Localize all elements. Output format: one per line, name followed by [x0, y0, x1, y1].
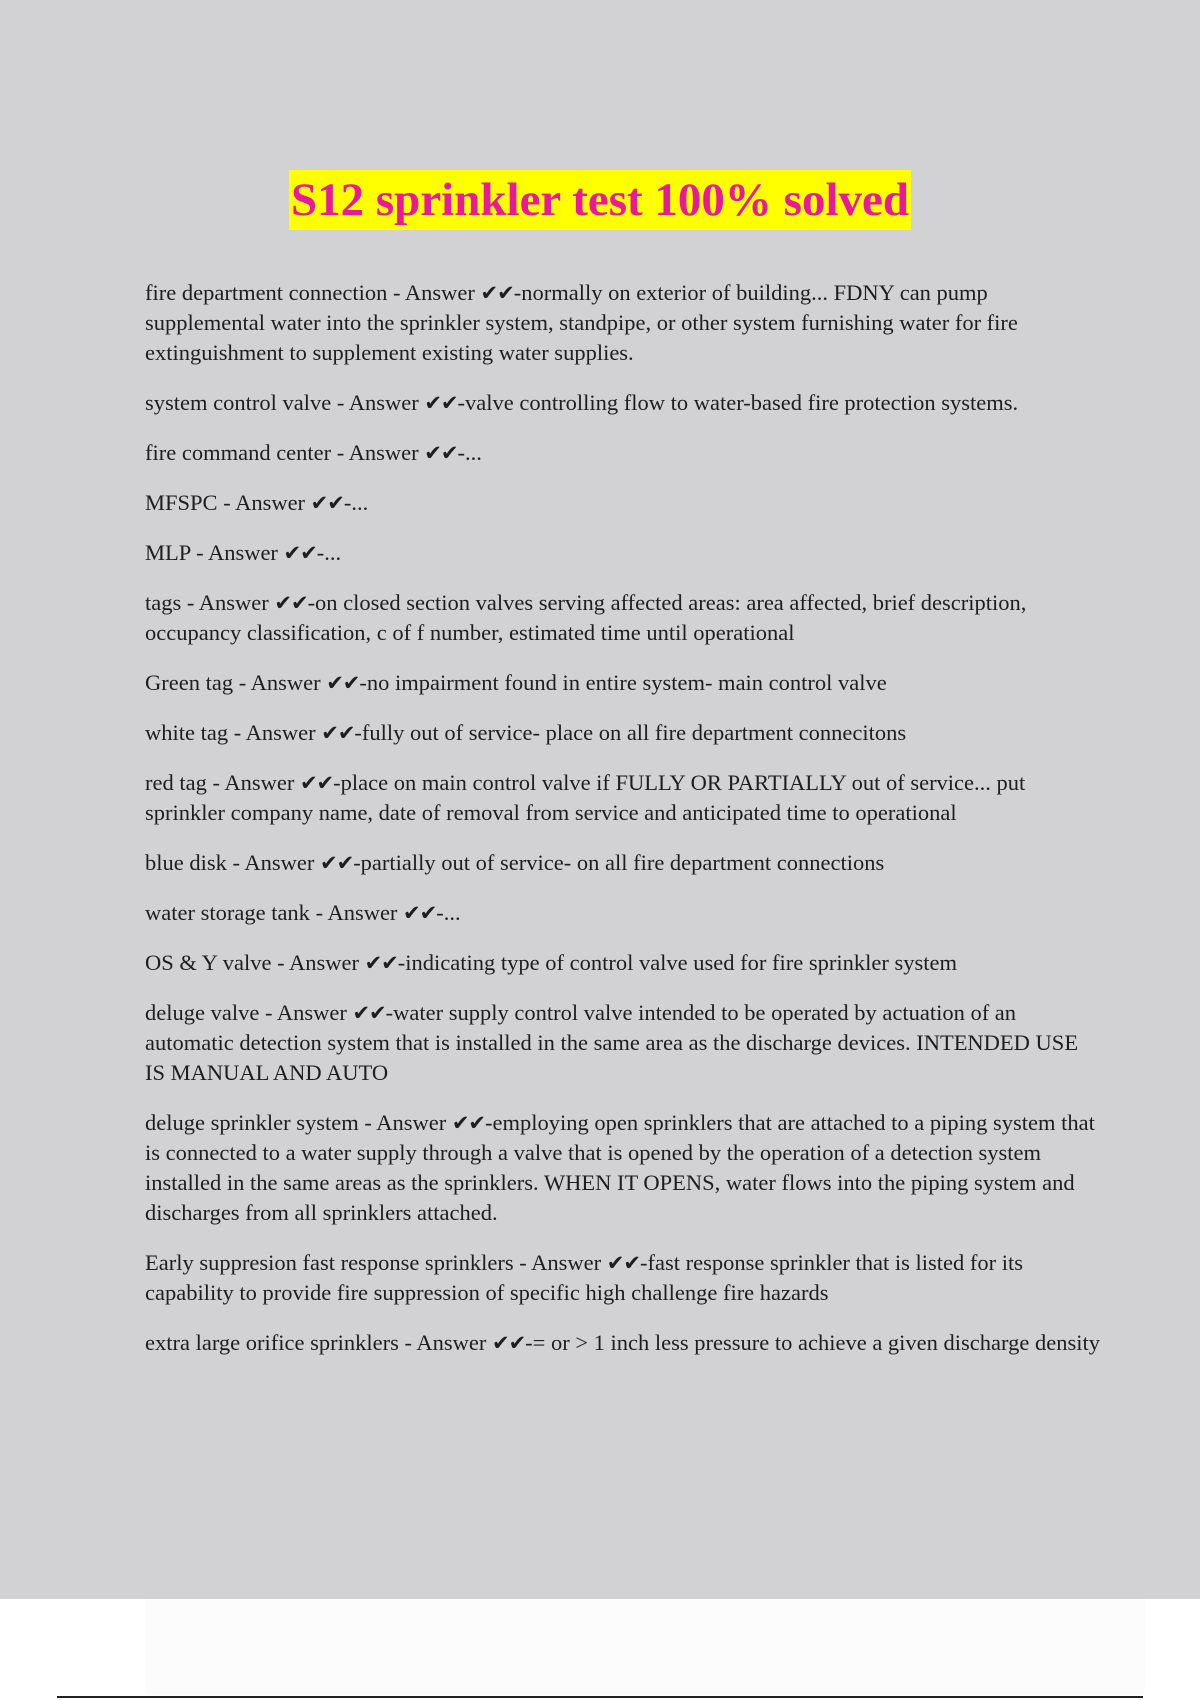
check-mark-icon: ✔✔ — [403, 901, 437, 925]
answer-label: - Answer — [217, 490, 311, 515]
qa-term: fire department connection — [145, 280, 388, 305]
answer-label: - Answer — [228, 720, 322, 745]
check-mark-icon: ✔✔ — [424, 441, 458, 465]
qa-answer: -= or > 1 inch less pressure to achieve a given discharge density — [525, 1330, 1100, 1355]
qa-entry — [145, 948, 1100, 978]
footer-blank-area — [145, 1599, 1145, 1694]
qa-entry — [145, 588, 1100, 648]
qa-entry — [145, 1328, 1100, 1358]
check-mark-icon: ✔✔ — [364, 951, 398, 975]
qa-entry — [145, 1108, 1100, 1228]
check-mark-icon: ✔✔ — [424, 391, 458, 415]
check-mark-icon: ✔✔ — [326, 671, 360, 695]
qa-entry — [145, 768, 1100, 828]
answer-label: - Answer — [309, 900, 404, 925]
check-mark-icon: ✔✔ — [451, 1111, 486, 1135]
answer-label: - Answer — [387, 280, 481, 305]
answer-label: - Answer — [259, 1000, 353, 1025]
qa-entry — [145, 488, 1100, 518]
qa-answer: -fast response sprinkler that is listed for its capability to provide fire suppression of specific high challenge fire hazards — [145, 1250, 1024, 1305]
check-mark-icon: ✔✔ — [310, 491, 344, 515]
qa-answer: -on closed section valves serving affected areas: area affected, brief description, occupancy classification, c of f number, estimated time until operational — [145, 590, 1027, 645]
page-title: S12 sprinkler test 100% solved — [289, 170, 911, 230]
qa-term: MFSPC — [145, 490, 218, 515]
qa-entry — [145, 278, 1100, 368]
check-mark-icon: ✔✔ — [480, 281, 514, 305]
qa-answer: -... — [316, 540, 342, 565]
qa-term: deluge sprinkler system — [145, 1110, 359, 1135]
qa-entry — [145, 998, 1100, 1088]
check-mark-icon: ✔✔ — [319, 851, 354, 875]
check-mark-icon: ✔✔ — [321, 721, 355, 745]
answer-label: - Answer — [190, 540, 284, 565]
qa-entry — [145, 538, 1100, 568]
qa-answer: -normally on exterior of building... FDNY can pump supplemental water into the sprinkler system, standpipe, or other system furnishing water for fire extinguishment to supplement existing water supplies. — [145, 280, 1018, 365]
qa-term: deluge valve — [145, 1000, 260, 1025]
qa-term: extra large orifice sprinklers — [145, 1330, 399, 1355]
answer-label: - Answer — [358, 1110, 452, 1135]
qa-answer: -indicating type of control valve used for fire sprinkler system — [397, 950, 957, 975]
qa-answer: -employing open sprinklers that are attached to a piping system that is connected to a water supply through a valve that is opened by the operation of a detection system installed in the same areas as the sprinklers. WHEN IT OPENS, water flows into the piping system and discharges from all sprinklers attached. — [145, 1110, 1095, 1225]
answer-label: - Answer — [271, 950, 365, 975]
qa-term: OS & Y valve — [145, 950, 272, 975]
answer-label: - Answer — [226, 850, 320, 875]
qa-term: tags — [145, 590, 182, 615]
qa-term: white tag — [145, 720, 229, 745]
qa-entry — [145, 388, 1100, 418]
check-mark-icon: ✔✔ — [491, 1331, 526, 1355]
qa-list — [145, 278, 1100, 1378]
qa-answer: -... — [436, 900, 461, 925]
check-mark-icon: ✔✔ — [606, 1251, 640, 1275]
answer-label: - Answer — [181, 590, 275, 615]
qa-term: MLP — [145, 540, 191, 565]
qa-term: Green tag — [145, 670, 234, 695]
qa-term: blue disk — [145, 850, 227, 875]
answer-label: - Answer — [513, 1250, 607, 1275]
footer-divider — [57, 1696, 1143, 1698]
qa-term: fire command center — [145, 440, 332, 465]
qa-entry — [145, 898, 1100, 928]
qa-entry — [145, 438, 1100, 468]
check-mark-icon: ✔✔ — [299, 771, 334, 795]
qa-term: system control valve — [145, 390, 332, 415]
qa-answer: -fully out of service- place on all fire department connecitons — [354, 720, 907, 745]
answer-label: - Answer — [233, 670, 327, 695]
qa-entry — [145, 718, 1100, 748]
qa-term: Early suppresion fast response sprinklers — [145, 1250, 514, 1275]
qa-entry — [145, 1248, 1100, 1308]
qa-term: water storage tank — [145, 900, 310, 925]
qa-answer: -partially out of service- on all fire department connections — [353, 850, 885, 875]
check-mark-icon: ✔✔ — [352, 1001, 386, 1025]
qa-entry — [145, 848, 1100, 878]
qa-answer: -no impairment found in entire system- main control valve — [359, 670, 887, 695]
check-mark-icon: ✔✔ — [283, 541, 317, 565]
qa-answer: -place on main control valve if FULLY OR PARTIALLY out of service... put sprinkler company name, date of removal from service and anticipated time to operational — [145, 770, 1026, 825]
answer-label: - Answer — [398, 1330, 492, 1355]
answer-label: - Answer — [206, 770, 300, 795]
title-container — [0, 170, 1200, 230]
check-mark-icon: ✔✔ — [274, 591, 308, 615]
qa-answer: -... — [457, 440, 482, 465]
qa-answer: -... — [343, 490, 369, 515]
answer-label: - Answer — [331, 390, 425, 415]
qa-entry — [145, 668, 1100, 698]
qa-answer: -water supply control valve intended to be operated by actuation of an automatic detection system that is installed in the same area as the discharge devices. INTENDED USE IS MANUAL AND AUTO — [145, 1000, 1079, 1085]
answer-label: - Answer — [331, 440, 425, 465]
qa-answer: -valve controlling flow to water-based fire protection systems. — [457, 390, 1019, 415]
qa-term: red tag — [145, 770, 207, 795]
